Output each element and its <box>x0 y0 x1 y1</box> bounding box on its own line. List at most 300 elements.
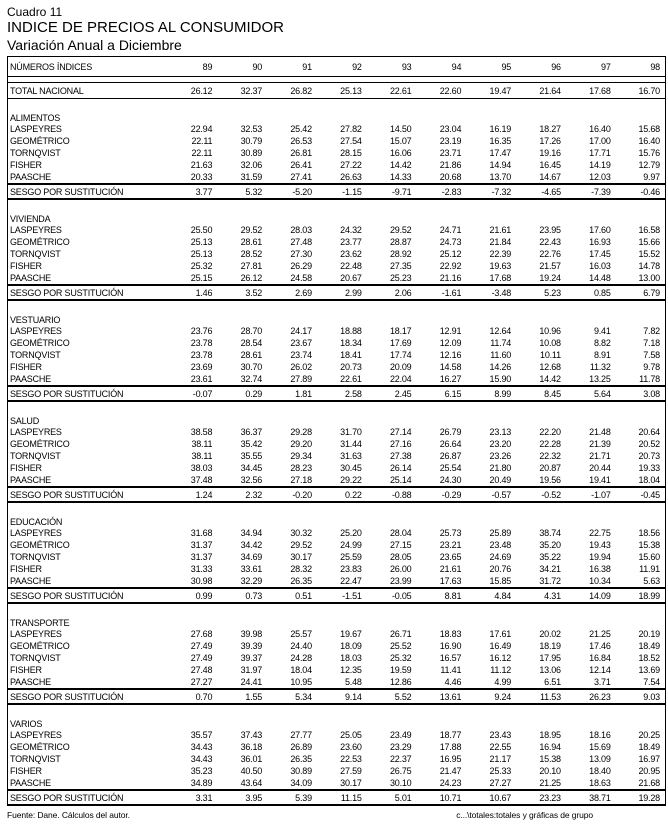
cell-value: 9.14 <box>344 691 362 702</box>
ipc-table-body <box>8 77 666 806</box>
cell-value: 22.61 <box>389 85 412 96</box>
cell-value: 26.41 <box>290 160 312 170</box>
cell-value: 28.32 <box>290 564 312 574</box>
cell-value: 18.83 <box>439 629 462 639</box>
cell-value: 39.98 <box>240 629 263 639</box>
cell-value: 27.16 <box>389 439 412 449</box>
cell-value: 16.70 <box>638 85 660 96</box>
cell-value: 24.41 <box>240 677 263 687</box>
cell-value: 22.94 <box>190 124 213 134</box>
table-row <box>8 236 666 248</box>
spacer-cell <box>516 212 566 224</box>
cell-value: 24.58 <box>290 273 312 283</box>
cell-value: 24.23 <box>439 778 462 788</box>
cell-value: 21.61 <box>489 225 512 235</box>
cell-value: 15.90 <box>489 374 512 384</box>
spacer-cell <box>267 199 317 212</box>
spacer-cell <box>8 199 168 212</box>
cell-value: 22.39 <box>489 249 512 259</box>
cell-value: 2.45 <box>394 388 412 399</box>
cell-value: -5.20 <box>292 186 312 197</box>
year-column-header: 96 <box>551 61 561 72</box>
cell-value: 11.60 <box>490 350 512 360</box>
cell-value: 15.60 <box>638 552 660 562</box>
cell-value: 5.63 <box>643 576 660 586</box>
cell-value: 15.76 <box>638 148 660 158</box>
cell-value: 2.06 <box>394 287 412 298</box>
cell-value: 29.20 <box>290 439 312 449</box>
sesgo-row <box>8 487 666 502</box>
cell-value: 27.30 <box>290 249 312 259</box>
spacer-cell <box>416 212 466 224</box>
cell-value: 22.61 <box>340 374 362 384</box>
spacer-cell <box>367 313 417 325</box>
row-label: FISHER <box>10 564 42 574</box>
cell-value: 11.12 <box>490 665 512 675</box>
cell-value: 14.09 <box>589 590 611 601</box>
spacer-cell <box>516 414 566 426</box>
spacer-cell <box>168 414 218 426</box>
spacer-cell <box>416 414 466 426</box>
spacer-cell <box>516 199 566 212</box>
cell-value: 22.04 <box>389 374 412 384</box>
cell-value: 24.71 <box>439 225 462 235</box>
table-row <box>8 171 666 184</box>
cell-value: 23.65 <box>439 552 462 562</box>
row-label: SESGO POR SUSTITUCIÓN <box>10 388 124 399</box>
cell-value: 26.12 <box>190 85 213 96</box>
cell-value: 16.97 <box>638 754 660 764</box>
cell-value: 37.48 <box>190 475 213 485</box>
cell-value: 31.63 <box>340 451 362 461</box>
cell-value: 38.74 <box>539 528 561 538</box>
cell-value: -0.52 <box>541 489 561 500</box>
cell-value: 16.27 <box>439 374 462 384</box>
cell-value: 17.68 <box>489 273 512 283</box>
cell-value: 30.98 <box>190 576 213 586</box>
cell-value: 25.20 <box>340 528 362 538</box>
cell-value: 9.24 <box>494 691 512 702</box>
spacer-cell <box>267 515 317 527</box>
cell-value: 26.35 <box>290 576 312 586</box>
spacer-row <box>8 300 666 313</box>
cell-value: 18.40 <box>589 766 611 776</box>
spacer-cell <box>317 212 367 224</box>
cell-value: 22.37 <box>389 754 412 764</box>
cell-value: 6.15 <box>444 388 462 399</box>
cell-value: 6.51 <box>544 677 561 687</box>
cell-value: 23.29 <box>389 742 412 752</box>
cell-value: 28.61 <box>240 350 263 360</box>
row-label: GEOMÉTRICO <box>10 338 70 348</box>
spacer-cell <box>616 212 666 224</box>
spacer-cell <box>8 502 168 515</box>
cell-value: 16.94 <box>539 742 561 752</box>
cell-value: 23.83 <box>340 564 362 574</box>
row-label: GEOMÉTRICO <box>10 237 70 247</box>
cell-value: -0.46 <box>640 186 660 197</box>
cell-value: 5.64 <box>593 388 611 399</box>
year-column-header: 97 <box>601 61 611 72</box>
row-label: VIVIENDA <box>10 214 51 224</box>
cell-value: 29.22 <box>340 475 362 485</box>
cell-value: 28.04 <box>389 528 412 538</box>
table-row <box>8 135 666 147</box>
cell-value: 16.03 <box>589 261 611 271</box>
section-header-row <box>8 313 666 325</box>
header-row <box>8 57 666 77</box>
cell-value: 26.12 <box>240 273 263 283</box>
cell-value: 18.49 <box>638 641 660 651</box>
spacer-cell <box>466 300 516 313</box>
cell-value: 23.26 <box>489 451 512 461</box>
cell-value: 11.91 <box>639 564 660 574</box>
spacer-cell <box>566 199 616 212</box>
cell-value: 21.61 <box>439 564 462 574</box>
cell-value: 16.40 <box>638 136 660 146</box>
spacer-cell <box>616 300 666 313</box>
cell-value: 26.79 <box>439 427 462 437</box>
cell-value: 27.22 <box>340 160 362 170</box>
spacer-row <box>8 199 666 212</box>
spacer-cell <box>566 603 616 616</box>
cell-value: 12.03 <box>589 172 611 182</box>
spacer-cell <box>416 401 466 414</box>
cell-value: 27.49 <box>190 653 213 663</box>
table-row <box>8 272 666 285</box>
cell-value: 18.88 <box>340 326 362 336</box>
cell-value: 13.00 <box>638 273 660 283</box>
spacer-cell <box>317 502 367 515</box>
spacer-cell <box>616 704 666 717</box>
cell-value: 22.75 <box>589 528 611 538</box>
cell-value: 4.99 <box>494 677 512 687</box>
cell-value: 13.70 <box>489 172 512 182</box>
cell-value: 25.89 <box>489 528 512 538</box>
cell-value: 24.32 <box>340 225 362 235</box>
cell-value: 15.68 <box>638 124 660 134</box>
cell-value: 32.74 <box>240 374 263 384</box>
cell-value: 23.19 <box>439 136 462 146</box>
cell-value: 5.23 <box>544 287 561 298</box>
table-row <box>8 628 666 640</box>
spacer-cell <box>168 212 218 224</box>
cell-value: 5.52 <box>394 691 412 702</box>
spacer-cell <box>217 99 267 112</box>
section-header-row <box>8 111 666 123</box>
cell-value: 22.28 <box>539 439 561 449</box>
cell-value: 27.15 <box>389 540 412 550</box>
cell-value: 25.57 <box>290 629 312 639</box>
row-label: ALIMENTOS <box>10 113 61 123</box>
cell-value: 31.97 <box>240 665 263 675</box>
row-label: TORNQVIST <box>10 350 61 360</box>
table-row <box>8 729 666 741</box>
spacer-cell <box>566 515 616 527</box>
spacer-cell <box>317 717 367 729</box>
table-row <box>8 147 666 159</box>
cell-value: 25.42 <box>290 124 312 134</box>
row-label: GEOMÉTRICO <box>10 439 70 449</box>
spacer-cell <box>566 717 616 729</box>
cell-value: 14.42 <box>539 374 561 384</box>
table-number: Cuadro 11 <box>7 5 63 19</box>
spacer-cell <box>367 199 417 212</box>
cell-value: 19.67 <box>340 629 362 639</box>
page-footer <box>7 810 665 820</box>
cell-value: 26.23 <box>589 691 611 702</box>
row-label: LASPEYRES <box>10 225 62 235</box>
spacer-cell <box>466 199 516 212</box>
row-label: SESGO POR SUSTITUCIÓN <box>10 792 124 803</box>
spacer-cell <box>267 99 317 112</box>
row-label: LASPEYRES <box>10 528 62 538</box>
cell-value: 39.39 <box>240 641 263 651</box>
cell-value: 20.68 <box>439 172 462 182</box>
cell-value: 18.04 <box>638 475 660 485</box>
spacer-cell <box>416 704 466 717</box>
spacer-cell <box>317 313 367 325</box>
cell-value: 10.95 <box>290 677 312 687</box>
cell-value: 17.71 <box>589 148 611 158</box>
cell-value: 23.67 <box>290 338 312 348</box>
cell-value: 27.35 <box>389 261 412 271</box>
cell-value: 25.32 <box>190 261 213 271</box>
sesgo-row <box>8 588 666 603</box>
cell-value: 30.17 <box>290 552 312 562</box>
cell-value: 30.79 <box>240 136 263 146</box>
cell-value: 14.19 <box>589 160 611 170</box>
cell-value: 22.55 <box>489 742 512 752</box>
cell-value: 23.69 <box>190 362 213 372</box>
spacer-cell <box>217 616 267 628</box>
table-row <box>8 640 666 652</box>
spacer-cell <box>516 502 566 515</box>
cell-value: 20.76 <box>489 564 512 574</box>
cell-value: 21.68 <box>638 778 660 788</box>
spacer-cell <box>416 199 466 212</box>
spacer-cell <box>416 717 466 729</box>
cell-value: 23.62 <box>340 249 362 259</box>
spacer-cell <box>317 300 367 313</box>
row-label: TRANSPORTE <box>10 618 70 628</box>
cell-value: 19.33 <box>638 463 660 473</box>
cell-value: 27.27 <box>190 677 213 687</box>
spacer-cell <box>217 704 267 717</box>
cell-value: 3.95 <box>245 792 263 803</box>
cell-value: 34.21 <box>539 564 561 574</box>
row-label: GEOMÉTRICO <box>10 641 70 651</box>
cell-value: -9.71 <box>391 186 412 197</box>
spacer-cell <box>516 603 566 616</box>
table-row <box>8 450 666 462</box>
row-label: FISHER <box>10 261 42 271</box>
sesgo-row <box>8 386 666 401</box>
spacer-cell <box>566 300 616 313</box>
cell-value: 4.46 <box>444 677 462 687</box>
year-column-header: 94 <box>451 61 462 72</box>
cell-value: 8.91 <box>593 350 611 360</box>
spacer-cell <box>367 414 417 426</box>
row-label: TORNQVIST <box>10 653 61 663</box>
cell-value: 34.89 <box>190 778 213 788</box>
spacer-cell <box>317 99 367 112</box>
spacer-cell <box>616 99 666 112</box>
cell-value: 38.71 <box>589 792 611 803</box>
cell-value: 21.48 <box>589 427 611 437</box>
cell-value: -0.07 <box>192 388 213 399</box>
spacer-cell <box>317 603 367 616</box>
spacer-cell <box>267 616 317 628</box>
cell-value: 27.59 <box>340 766 362 776</box>
spacer-cell <box>616 199 666 212</box>
cell-value: 20.09 <box>389 362 412 372</box>
cell-value: 10.08 <box>539 338 561 348</box>
cell-value: 23.77 <box>340 237 362 247</box>
row-label: VARIOS <box>10 719 43 729</box>
cell-value: 30.10 <box>389 778 412 788</box>
cell-value: 22.20 <box>539 427 561 437</box>
cell-value: 34.69 <box>240 552 263 562</box>
cell-value: 29.52 <box>240 225 263 235</box>
cell-value: 17.68 <box>589 85 611 96</box>
spacer-cell <box>416 300 466 313</box>
spacer-cell <box>466 704 516 717</box>
spacer-cell <box>566 212 616 224</box>
cell-value: 26.89 <box>290 742 312 752</box>
cell-value: 20.25 <box>638 730 660 740</box>
cell-value: 27.89 <box>290 374 312 384</box>
spacer-cell <box>566 313 616 325</box>
cell-value: 0.73 <box>245 590 263 601</box>
table-row <box>8 325 666 337</box>
spacer-cell <box>616 502 666 515</box>
year-column-header: 90 <box>252 61 263 72</box>
cell-value: 18.17 <box>389 326 412 336</box>
cell-value: 9.78 <box>643 362 660 372</box>
cell-value: 23.95 <box>539 225 561 235</box>
cell-value: 28.70 <box>240 326 263 336</box>
spacer-cell <box>416 313 466 325</box>
row-label: GEOMÉTRICO <box>10 540 70 550</box>
table-row <box>8 539 666 551</box>
cell-value: 22.43 <box>539 237 561 247</box>
cell-value: 0.85 <box>593 287 611 298</box>
row-label: TORNQVIST <box>10 451 61 461</box>
cell-value: 16.40 <box>589 124 611 134</box>
cell-value: 18.63 <box>589 778 611 788</box>
cell-value: 12.79 <box>638 160 660 170</box>
cell-value: 26.53 <box>290 136 312 146</box>
cell-value: 34.94 <box>240 528 263 538</box>
table-row <box>8 741 666 753</box>
table-row <box>8 575 666 588</box>
spacer-cell <box>466 502 516 515</box>
table-row <box>8 361 666 373</box>
section-header-row <box>8 212 666 224</box>
row-label: PAASCHE <box>10 374 51 384</box>
cell-value: 38.11 <box>191 439 213 449</box>
cell-value: 17.63 <box>439 576 462 586</box>
cell-value: 11.32 <box>589 362 611 372</box>
spacer-cell <box>217 603 267 616</box>
spacer-cell <box>217 515 267 527</box>
cell-value: 16.19 <box>489 124 512 134</box>
cell-value: 35.20 <box>539 540 561 550</box>
spacer-cell <box>267 401 317 414</box>
cell-value: 24.73 <box>439 237 462 247</box>
cell-value: 7.54 <box>643 677 660 687</box>
cell-value: 14.33 <box>389 172 412 182</box>
cell-value: 3.08 <box>643 388 660 399</box>
cell-value: 2.58 <box>344 388 362 399</box>
cell-value: 2.99 <box>344 287 362 298</box>
cell-value: 28.23 <box>290 463 312 473</box>
spacer-cell <box>168 199 218 212</box>
cell-value: 12.86 <box>389 677 412 687</box>
spacer-cell <box>367 502 417 515</box>
row-label: FISHER <box>10 463 42 473</box>
cell-value: 31.59 <box>240 172 263 182</box>
cell-value: 25.52 <box>389 641 412 651</box>
cell-value: 25.15 <box>190 273 213 283</box>
cell-value: 19.47 <box>489 85 512 96</box>
cell-value: 27.68 <box>190 629 213 639</box>
spacer-cell <box>267 502 317 515</box>
year-column-header: 95 <box>501 61 512 72</box>
row-label: PAASCHE <box>10 475 51 485</box>
cell-value: 23.49 <box>389 730 412 740</box>
cell-value: 10.71 <box>439 792 462 803</box>
spacer-cell <box>416 502 466 515</box>
spacer-cell <box>566 616 616 628</box>
cell-value: 16.06 <box>389 148 412 158</box>
cell-value: 18.95 <box>539 730 561 740</box>
cell-value: 7.82 <box>643 326 660 336</box>
cell-value: 23.04 <box>439 124 462 134</box>
cell-value: 14.42 <box>389 160 412 170</box>
spacer-cell <box>466 414 516 426</box>
cell-value: 24.99 <box>340 540 362 550</box>
cell-value: 21.57 <box>539 261 561 271</box>
spacer-cell <box>317 704 367 717</box>
cell-value: 27.27 <box>489 778 512 788</box>
cell-value: 22.32 <box>539 451 561 461</box>
cell-value: 21.25 <box>539 778 561 788</box>
cell-value: 35.55 <box>240 451 263 461</box>
spacer-cell <box>566 704 616 717</box>
cell-value: 39.37 <box>240 653 263 663</box>
cell-value: 17.61 <box>489 629 512 639</box>
cell-value: 26.02 <box>290 362 312 372</box>
row-label: TORNQVIST <box>10 754 61 764</box>
cell-value: 21.86 <box>439 160 462 170</box>
ipc-table <box>7 56 666 806</box>
cell-value: 3.71 <box>593 677 611 687</box>
spacer-row <box>8 502 666 515</box>
cell-value: 36.18 <box>240 742 263 752</box>
cell-value: 17.46 <box>589 641 611 651</box>
cell-value: 32.56 <box>240 475 263 485</box>
spacer-cell <box>217 414 267 426</box>
spacer-cell <box>217 300 267 313</box>
row-label: PAASCHE <box>10 273 51 283</box>
cell-value: 14.50 <box>389 124 412 134</box>
cell-value: 0.29 <box>245 388 263 399</box>
spacer-cell <box>267 704 317 717</box>
spacer-cell <box>466 111 516 123</box>
cell-value: 10.11 <box>540 350 561 360</box>
